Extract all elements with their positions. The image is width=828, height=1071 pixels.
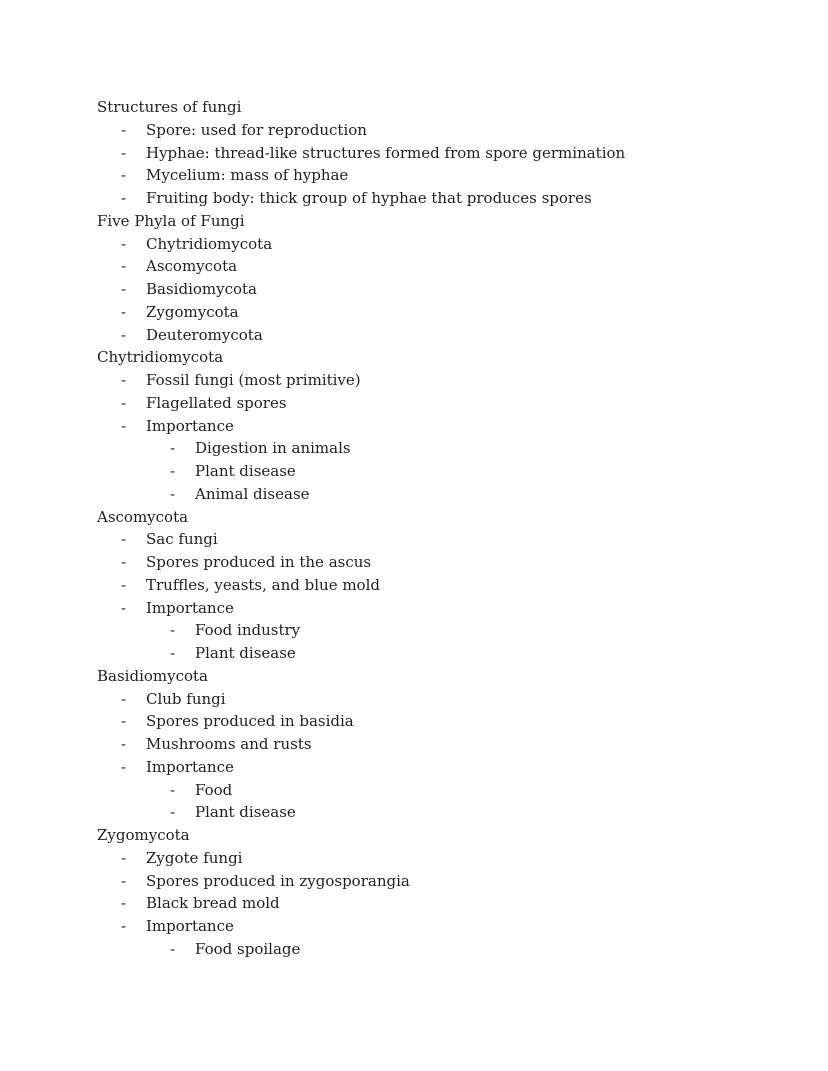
bullet-dash: - bbox=[121, 871, 127, 890]
sub-list-item-text: Plant disease bbox=[195, 462, 296, 480]
bullet-dash: - bbox=[121, 894, 127, 913]
list-item bbox=[97, 255, 777, 278]
list-item-text: Hyphae: thread-like structures formed from spore germination bbox=[146, 143, 626, 162]
bullet-dash: - bbox=[121, 371, 127, 389]
list-item bbox=[97, 233, 777, 256]
section-heading: Structures of fungi bbox=[97, 98, 242, 116]
bullet-dash: - bbox=[170, 621, 176, 640]
sub-list-item-text: Plant disease bbox=[195, 644, 296, 662]
sub-list-item bbox=[97, 642, 777, 665]
list-item bbox=[97, 415, 777, 438]
sub-list-item-text: Food bbox=[195, 780, 233, 799]
sub-list-item-text: Animal disease bbox=[195, 484, 310, 503]
list-item-text: Chytridiomycota bbox=[146, 234, 273, 253]
sub-list-item-text: Plant disease bbox=[195, 803, 296, 822]
list-item bbox=[97, 187, 777, 210]
list-item-text: Basidiomycota bbox=[146, 280, 257, 298]
list-item bbox=[97, 574, 777, 597]
list-item bbox=[97, 870, 777, 893]
list-item bbox=[97, 164, 777, 187]
bullet-dash: - bbox=[170, 803, 176, 822]
list-item bbox=[97, 119, 777, 142]
list-item-text: Importance bbox=[146, 757, 234, 776]
section-heading: Basidiomycota bbox=[97, 666, 208, 685]
list-item-text: Zygomycota bbox=[146, 302, 239, 321]
list-item bbox=[97, 324, 777, 347]
bullet-dash: - bbox=[121, 735, 127, 753]
list-item bbox=[97, 369, 777, 392]
list-item-text: Ascomycota bbox=[146, 257, 238, 276]
bullet-dash: - bbox=[121, 280, 127, 298]
list-item-text: Mycelium: mass of hyphae bbox=[146, 166, 349, 185]
notes-outline bbox=[97, 96, 777, 961]
list-item bbox=[97, 278, 777, 301]
section-heading: Five Phyla of Fungi bbox=[97, 211, 245, 230]
list-item bbox=[97, 301, 777, 324]
sub-list-item-text: Food spoilage bbox=[195, 939, 301, 958]
bullet-dash: - bbox=[121, 917, 127, 935]
list-item-text: Spores produced in the ascus bbox=[146, 553, 372, 571]
list-item-text: Spores produced in basidia bbox=[146, 712, 354, 731]
list-item-text: Deuteromycota bbox=[146, 325, 263, 344]
bullet-dash: - bbox=[121, 143, 127, 162]
list-item bbox=[97, 597, 777, 620]
bullet-dash: - bbox=[121, 530, 127, 549]
bullet-dash: - bbox=[121, 257, 127, 276]
bullet-dash: - bbox=[121, 393, 127, 412]
list-item bbox=[97, 847, 777, 870]
list-item-text: Black bread mold bbox=[146, 894, 280, 913]
list-item-text: Mushrooms and rusts bbox=[146, 735, 312, 753]
bullet-dash: - bbox=[170, 462, 176, 480]
list-item-text: Importance bbox=[146, 598, 234, 617]
list-item-text: Importance bbox=[146, 416, 234, 435]
list-item-text: Truffles, yeasts, and blue mold bbox=[146, 575, 380, 594]
list-item-text: Sac fungi bbox=[146, 530, 218, 549]
bullet-dash: - bbox=[170, 439, 176, 458]
sub-list-item bbox=[97, 437, 777, 460]
bullet-dash: - bbox=[121, 689, 127, 708]
bullet-dash: - bbox=[121, 302, 127, 321]
bullet-dash: - bbox=[121, 553, 127, 571]
list-item bbox=[97, 142, 777, 165]
bullet-dash: - bbox=[121, 189, 127, 207]
bullet-dash: - bbox=[121, 120, 127, 139]
sub-list-item bbox=[97, 801, 777, 824]
list-item-text: Fossil fungi (most primitive) bbox=[146, 371, 361, 389]
section-heading: Chytridiomycota bbox=[97, 348, 224, 367]
section-heading: Zygomycota bbox=[97, 826, 190, 844]
sub-list-item bbox=[97, 779, 777, 802]
list-item bbox=[97, 392, 777, 415]
bullet-dash: - bbox=[121, 757, 127, 776]
list-item bbox=[97, 528, 777, 551]
list-item bbox=[97, 733, 777, 756]
list-item-text: Club fungi bbox=[146, 689, 226, 708]
list-item-text: Flagellated spores bbox=[146, 393, 287, 412]
list-item bbox=[97, 892, 777, 915]
sub-list-item-text: Food industry bbox=[195, 621, 301, 640]
list-item bbox=[97, 551, 777, 574]
bullet-dash: - bbox=[121, 325, 127, 344]
bullet-dash: - bbox=[170, 939, 176, 958]
sub-list-item-text: Digestion in animals bbox=[195, 439, 351, 458]
list-item bbox=[97, 688, 777, 711]
list-item-text: Fruiting body: thick group of hyphae that produces spores bbox=[146, 189, 592, 207]
bullet-dash: - bbox=[121, 848, 127, 867]
list-item bbox=[97, 915, 777, 938]
sub-list-item bbox=[97, 483, 777, 506]
bullet-dash: - bbox=[121, 234, 127, 253]
sub-list-item bbox=[97, 619, 777, 642]
section-heading: Ascomycota bbox=[97, 507, 189, 526]
bullet-dash: - bbox=[121, 712, 127, 731]
list-item bbox=[97, 710, 777, 733]
sub-list-item bbox=[97, 938, 777, 961]
list-item-text: Spore: used for reproduction bbox=[146, 120, 367, 139]
bullet-dash: - bbox=[121, 166, 127, 185]
bullet-dash: - bbox=[121, 416, 127, 435]
bullet-dash: - bbox=[121, 575, 127, 594]
list-item-text: Spores produced in zygosporangia bbox=[146, 871, 410, 890]
bullet-dash: - bbox=[170, 644, 176, 662]
list-item-text: Zygote fungi bbox=[146, 848, 243, 867]
bullet-dash: - bbox=[170, 484, 176, 503]
sub-list-item bbox=[97, 460, 777, 483]
list-item-text: Importance bbox=[146, 917, 234, 935]
bullet-dash: - bbox=[121, 598, 127, 617]
list-item bbox=[97, 756, 777, 779]
bullet-dash: - bbox=[170, 780, 176, 799]
